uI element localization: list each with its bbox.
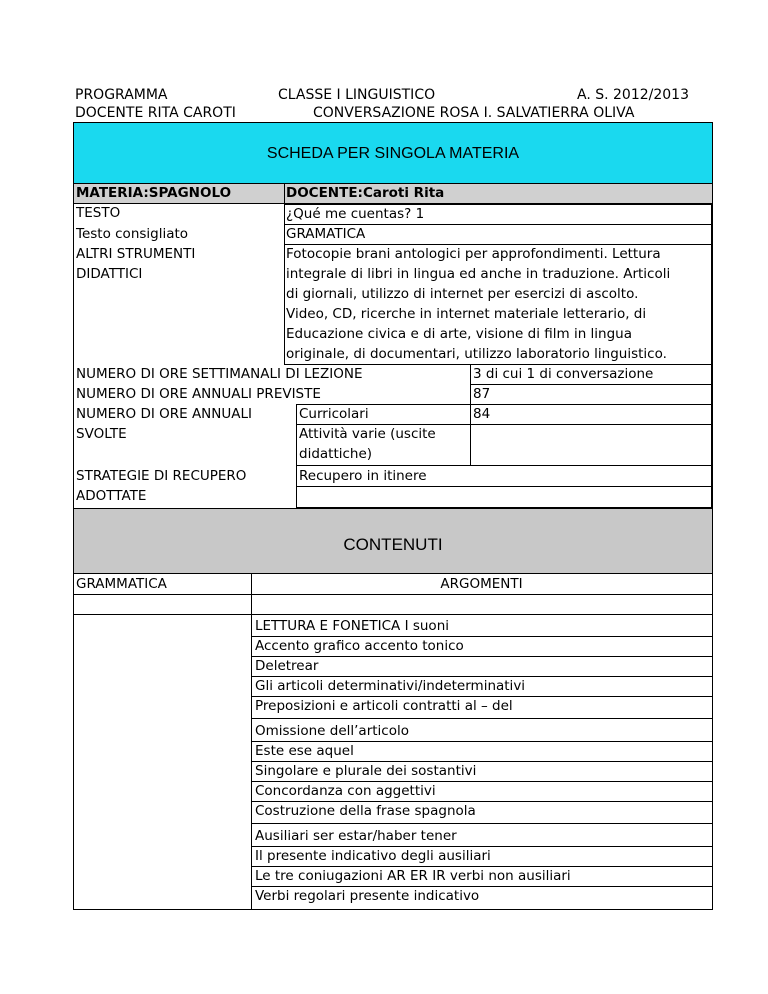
strumenti-line: di giornali, utilizzo di internet per esercizi di ascolto. [286, 286, 639, 302]
testo-value: ¿Qué me cuentas? 1 [286, 206, 425, 222]
row-divider [251, 823, 712, 824]
argomento-item: Il presente indicativo degli ausiliari [255, 848, 491, 864]
scheda-banner [74, 123, 712, 184]
strategie-empty-cell [296, 486, 712, 508]
argomento-item: Gli articoli determinativi/indeterminativi [255, 678, 526, 694]
ore-settimanali-value: 3 di cui 1 di conversazione [473, 366, 654, 382]
attivita-value-cell [470, 424, 712, 466]
argomento-item: Ausiliari ser estar/haber tener [255, 828, 457, 844]
header-conversazione: CONVERSAZIONE ROSA I. SALVATIERRA OLIVA [313, 105, 635, 121]
strategie-value: Recupero in itinere [299, 468, 427, 484]
argomento-item: Concordanza con aggettivi [255, 783, 436, 799]
divider [284, 184, 285, 204]
ore-previste-label: NUMERO DI ORE ANNUALI PREVISTE [76, 386, 321, 402]
ore-previste-cell [470, 384, 712, 405]
attivita-line-2: didattiche) [299, 446, 373, 462]
header-anno: A. S. 2012/2013 [577, 87, 689, 103]
strumenti-line: Video, CD, ricerche in internet materiale letterario, di [286, 306, 647, 322]
argomento-item: Verbi regolari presente indicativo [255, 888, 480, 904]
row-divider [251, 656, 712, 657]
strumenti-label-1: ALTRI STRUMENTI [76, 246, 196, 262]
row-divider [251, 718, 712, 719]
ore-svolte-label-1: NUMERO DI ORE ANNUALI [76, 406, 253, 422]
header-programma: PROGRAMMA [75, 87, 168, 103]
strategie-label-2: ADOTTATE [76, 488, 147, 504]
argomento-item: Accento grafico accento tonico [255, 638, 464, 654]
argomento-item: Deletrear [255, 658, 319, 674]
argomenti-header: ARGOMENTI [440, 576, 523, 592]
row-divider [74, 594, 712, 595]
argomento-item: Singolare e plurale dei sostantivi [255, 763, 477, 779]
scheda-title: SCHEDA PER SINGOLA MATERIA [266, 145, 520, 162]
curricolari-value-cell [470, 404, 712, 425]
curricolari-value: 84 [473, 406, 491, 422]
curricolari-label: Curricolari [299, 406, 369, 422]
ore-previste-value: 87 [473, 386, 491, 402]
consigliato-value: GRAMATICA [286, 226, 366, 242]
contenuti-title: CONTENUTI [343, 535, 443, 554]
ore-settimanali-label: NUMERO DI ORE SETTIMANALI DI LEZIONE [76, 366, 363, 382]
strumenti-line: Fotocopie brani antologici per approfondimenti. Lettura [286, 246, 661, 262]
argomento-item: Este ese aquel [255, 743, 354, 759]
grammatica-header: GRAMMATICA [76, 576, 167, 592]
header-docente: DOCENTE RITA CAROTI [75, 105, 236, 121]
contenuti-banner [74, 508, 712, 574]
strumenti-label-2: DIDATTICI [76, 266, 143, 282]
strumenti-line: integrale di libri in lingua ed anche in traduzione. Articoli [286, 266, 671, 282]
docente-label: DOCENTE:Caroti Rita [286, 185, 445, 201]
testo-label: TESTO [76, 205, 121, 221]
header-classe: CLASSE I LINGUISTICO [278, 87, 436, 103]
row-divider [74, 614, 712, 615]
attivita-line-1: Attività varie (uscite [299, 426, 436, 442]
column-divider [251, 574, 252, 910]
materia-label: MATERIA:SPAGNOLO [76, 185, 232, 201]
argomento-item: LETTURA E FONETICA I suoni [255, 618, 449, 634]
consigliato-label: Testo consigliato [76, 226, 189, 242]
argomento-item: Preposizioni e articoli contratti al – del [255, 698, 513, 714]
strumenti-line: originale, di documentari, utilizzo laboratorio linguistico. [286, 346, 667, 362]
ore-svolte-label-2: SVOLTE [76, 426, 127, 442]
argomento-item: Omissione dell’articolo [255, 723, 409, 739]
strumenti-line: Educazione civica e di arte, visione di film in lingua [286, 326, 633, 342]
argomento-item: Le tre coniugazioni AR ER IR verbi non ausiliari [255, 868, 571, 884]
argomento-item: Costruzione della frase spagnola [255, 803, 476, 819]
strategie-label-1: STRATEGIE DI RECUPERO [76, 468, 247, 484]
